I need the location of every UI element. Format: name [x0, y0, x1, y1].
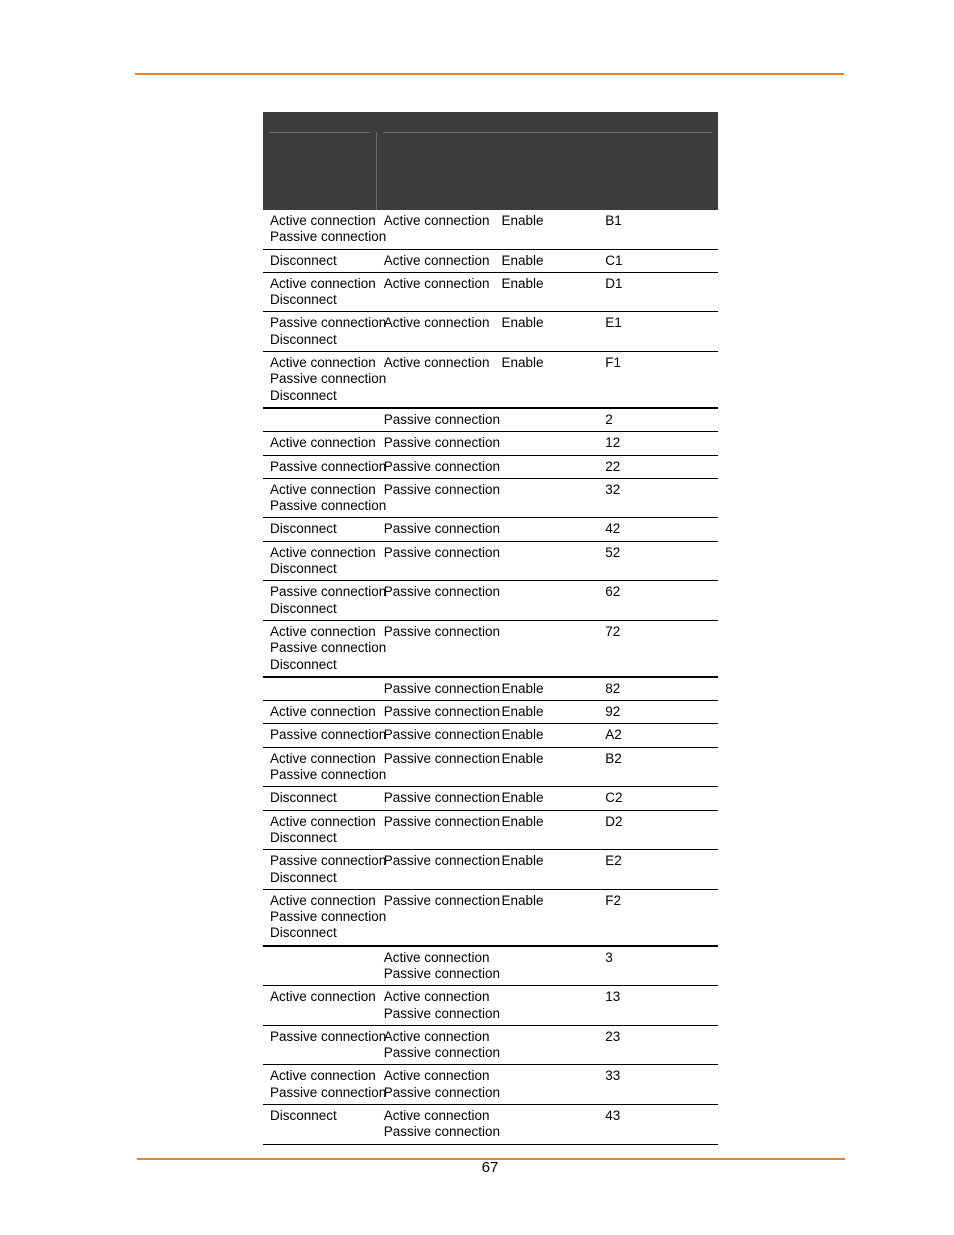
cell-code: D1	[604, 272, 718, 312]
cell-current-state	[263, 810, 377, 850]
cell-line: Passive connection	[383, 521, 501, 537]
cell-line: Passive connection	[383, 750, 501, 766]
cell-line: Passive connection	[270, 584, 387, 600]
cell-current-state	[263, 946, 377, 986]
cell-code: E2	[604, 850, 718, 890]
cell-connection-mode	[377, 1105, 501, 1145]
cell-code: C1	[604, 249, 718, 272]
cell-line: Passive connection	[383, 892, 501, 908]
cell-line: Active connection	[270, 989, 376, 1005]
cell-line: Disconnect	[270, 925, 337, 941]
cell-line: Active connection	[270, 1068, 376, 1084]
cell-enable: Enable	[491, 312, 605, 352]
cell-line: Passive connection	[270, 315, 387, 331]
table-row	[263, 1025, 718, 1065]
cell-line: Disconnect	[270, 252, 337, 268]
cell-line: Active connection	[270, 623, 376, 639]
cell-current-state	[263, 541, 377, 581]
table-row	[263, 312, 718, 352]
table-row	[263, 946, 718, 986]
cell-current-state	[263, 1065, 387, 1105]
cell-current-state	[263, 787, 377, 810]
cell-current-state	[263, 352, 387, 408]
cell-code: B2	[604, 747, 718, 787]
cell-connection-mode	[377, 541, 501, 581]
cell-code: 23	[604, 1025, 718, 1065]
cell-code: 13	[604, 986, 718, 1026]
cell-connection-mode	[377, 432, 501, 455]
cell-enable: Enable	[491, 724, 605, 747]
page-number: 67	[481, 1159, 499, 1176]
table-row	[263, 541, 718, 581]
cell-line: Active connection	[270, 275, 376, 291]
cell-line: Disconnect	[270, 561, 337, 577]
table-row	[263, 455, 718, 478]
cell-connection-mode	[377, 518, 501, 541]
cell-line: Active connection	[383, 213, 490, 228]
cell-line: Active connection	[270, 355, 376, 371]
table-row	[263, 724, 718, 747]
cell-line: Active connection	[270, 213, 376, 228]
cell-enable: Enable	[491, 747, 605, 787]
cell-enable	[491, 455, 605, 478]
cell-code: 32	[604, 478, 718, 518]
cell-code: 52	[604, 541, 718, 581]
cell-code: F1	[604, 352, 718, 408]
header-divider	[383, 132, 712, 133]
cell-current-state	[263, 408, 377, 432]
cell-current-state	[263, 249, 377, 272]
cell-enable	[491, 432, 605, 455]
cell-enable	[491, 946, 605, 986]
cell-line: Passive connection	[383, 411, 501, 427]
cell-enable	[491, 541, 605, 581]
header-cell-1	[263, 132, 377, 210]
cell-enable: Enable	[491, 352, 605, 408]
cell-connection-mode	[377, 249, 491, 272]
cell-enable: Enable	[491, 272, 605, 312]
table-body	[263, 210, 718, 1144]
table-row	[263, 1105, 718, 1145]
table-row	[263, 272, 718, 312]
cell-line: Active connection	[270, 544, 376, 560]
table-row	[263, 889, 718, 945]
table-header	[263, 112, 718, 210]
cell-line: Passive connection	[270, 229, 387, 245]
cell-current-state	[263, 272, 377, 312]
cell-code: 92	[604, 701, 718, 724]
cell-code: B1	[604, 210, 718, 249]
cell-code: 3	[604, 946, 718, 986]
cell-enable	[491, 1025, 605, 1065]
cell-line: Passive connection	[383, 813, 501, 829]
cell-line: Passive connection	[383, 704, 501, 720]
cell-line: Active connection	[383, 1108, 490, 1124]
cell-code: 42	[604, 518, 718, 541]
header-cell-2	[377, 132, 718, 210]
table-row	[263, 408, 718, 432]
cell-enable	[491, 1065, 605, 1105]
cell-line: Disconnect	[270, 292, 337, 308]
cell-line: Passive connection	[383, 853, 501, 869]
cell-current-state	[263, 986, 377, 1026]
cell-line: Passive connection	[383, 1124, 501, 1140]
cell-line: Active connection	[270, 892, 376, 908]
cell-line: Disconnect	[270, 331, 337, 347]
table-row	[263, 352, 718, 408]
cell-current-state	[263, 455, 387, 478]
top-rule	[135, 73, 844, 75]
cell-line: Passive connection	[383, 965, 501, 981]
cell-line: Passive connection	[270, 909, 387, 925]
cell-enable: Enable	[491, 889, 605, 945]
cell-line: Disconnect	[270, 829, 337, 845]
cell-code: C2	[604, 787, 718, 810]
cell-connection-mode	[377, 352, 491, 408]
cell-line: Passive connection	[270, 853, 387, 869]
table-row	[263, 581, 718, 621]
cell-code: 82	[604, 677, 718, 701]
cell-connection-mode	[377, 1065, 501, 1105]
table-row	[263, 986, 718, 1026]
cell-line: Active connection	[383, 355, 490, 371]
cell-connection-mode	[377, 408, 501, 432]
cell-line: Passive connection	[383, 727, 501, 743]
table-row	[263, 249, 718, 272]
cell-line: Passive connection	[383, 623, 501, 639]
cell-enable	[491, 986, 605, 1026]
cell-code: A2	[604, 724, 718, 747]
cell-line: Passive connection	[383, 584, 501, 600]
cell-code: 2	[604, 408, 718, 432]
cell-line: Passive connection	[383, 481, 501, 497]
table-row	[263, 850, 718, 890]
table-row	[263, 701, 718, 724]
cell-current-state	[263, 432, 377, 455]
cell-connection-mode	[377, 677, 501, 701]
cell-enable: Enable	[491, 210, 605, 249]
cell-enable	[491, 518, 605, 541]
header-band	[263, 112, 718, 132]
cell-connection-mode	[377, 312, 491, 352]
cell-current-state	[263, 210, 387, 249]
cell-line: Passive connection	[383, 458, 501, 474]
cell-line: Active connection	[270, 750, 376, 766]
cell-line: Active connection	[270, 813, 376, 829]
cell-line: Active connection	[383, 275, 490, 291]
cell-current-state	[263, 677, 377, 701]
cell-line: Passive connection	[383, 790, 501, 806]
cell-enable: Enable	[491, 850, 605, 890]
cell-current-state	[263, 518, 377, 541]
table-row	[263, 518, 718, 541]
table-row	[263, 210, 718, 249]
cell-line: Passive connection	[383, 1005, 501, 1021]
cell-line: Passive connection	[270, 371, 387, 387]
cell-line: Passive connection	[383, 544, 501, 560]
cell-connection-mode	[377, 701, 501, 724]
cell-code: 12	[604, 432, 718, 455]
cell-line: Disconnect	[270, 521, 337, 537]
cell-connection-mode	[377, 455, 501, 478]
cell-connection-mode	[377, 946, 501, 986]
cell-current-state	[263, 850, 387, 890]
cell-code: E1	[604, 312, 718, 352]
cell-current-state	[263, 312, 387, 352]
cell-connection-mode	[377, 1025, 501, 1065]
cell-current-state	[263, 620, 387, 676]
table-row	[263, 432, 718, 455]
table-row	[263, 677, 718, 701]
cell-current-state	[263, 701, 377, 724]
cell-code: 72	[604, 620, 718, 676]
table-row	[263, 478, 718, 518]
cell-enable: Enable	[491, 677, 605, 701]
cell-code: 22	[604, 455, 718, 478]
cell-current-state	[263, 724, 387, 747]
cell-connection-mode	[377, 986, 501, 1026]
cell-line: Disconnect	[270, 790, 337, 806]
cell-connection-mode	[377, 787, 501, 810]
cell-code: 33	[604, 1065, 718, 1105]
table-row	[263, 747, 718, 787]
cell-line: Passive connection	[270, 498, 387, 514]
cell-connection-mode	[377, 889, 501, 945]
cell-line: Disconnect	[270, 387, 337, 403]
cell-code: 43	[604, 1105, 718, 1145]
cell-line: Passive connection	[383, 1084, 501, 1100]
cell-current-state	[263, 581, 387, 621]
cell-connection-mode	[377, 581, 501, 621]
cell-line: Active connection	[383, 252, 490, 268]
cell-line: Active connection	[270, 481, 376, 497]
cell-code: F2	[604, 889, 718, 945]
cell-connection-mode	[377, 620, 501, 676]
cell-code: D2	[604, 810, 718, 850]
cell-line: Passive connection	[383, 1045, 501, 1061]
cell-enable	[491, 408, 605, 432]
cell-connection-mode	[377, 810, 501, 850]
cell-connection-mode	[377, 210, 491, 249]
cell-line: Disconnect	[270, 600, 337, 616]
cell-connection-mode	[377, 747, 501, 787]
table-row	[263, 620, 718, 676]
cell-enable: Enable	[491, 701, 605, 724]
cell-current-state	[263, 889, 387, 945]
cell-line: Passive connection	[270, 640, 387, 656]
cell-current-state	[263, 1105, 377, 1145]
cell-line: Active connection	[383, 949, 490, 965]
cell-enable	[491, 478, 605, 518]
cell-line: Disconnect	[270, 656, 337, 672]
connection-table	[263, 112, 718, 1145]
cell-connection-mode	[377, 724, 501, 747]
cell-line: Disconnect	[270, 1108, 337, 1124]
cell-line: Active connection	[270, 704, 376, 720]
table-row	[263, 1065, 718, 1105]
cell-current-state	[263, 1025, 387, 1065]
cell-enable	[491, 1105, 605, 1145]
cell-line: Passive connection	[270, 458, 387, 474]
table-row	[263, 810, 718, 850]
cell-line: Passive connection	[270, 1028, 387, 1044]
cell-connection-mode	[377, 478, 501, 518]
cell-line: Active connection	[270, 435, 376, 451]
cell-code: 62	[604, 581, 718, 621]
cell-line: Passive connection	[383, 435, 501, 451]
cell-current-state	[263, 747, 387, 787]
cell-line: Active connection	[383, 989, 490, 1005]
cell-enable: Enable	[491, 249, 605, 272]
table-row	[263, 787, 718, 810]
cell-line: Active connection	[383, 1028, 490, 1044]
cell-line: Passive connection	[270, 767, 387, 783]
cell-line: Active connection	[383, 315, 490, 331]
cell-enable	[491, 581, 605, 621]
cell-line: Disconnect	[270, 869, 337, 885]
cell-connection-mode	[377, 850, 501, 890]
cell-enable: Enable	[491, 810, 605, 850]
cell-connection-mode	[377, 272, 491, 312]
cell-enable	[491, 620, 605, 676]
cell-line: Passive connection	[270, 727, 387, 743]
header-divider	[269, 132, 370, 133]
cell-line: Passive connection	[383, 680, 501, 696]
cell-line: Passive connection	[270, 1084, 387, 1100]
cell-current-state	[263, 478, 387, 518]
cell-enable: Enable	[491, 787, 605, 810]
cell-line: Active connection	[383, 1068, 490, 1084]
